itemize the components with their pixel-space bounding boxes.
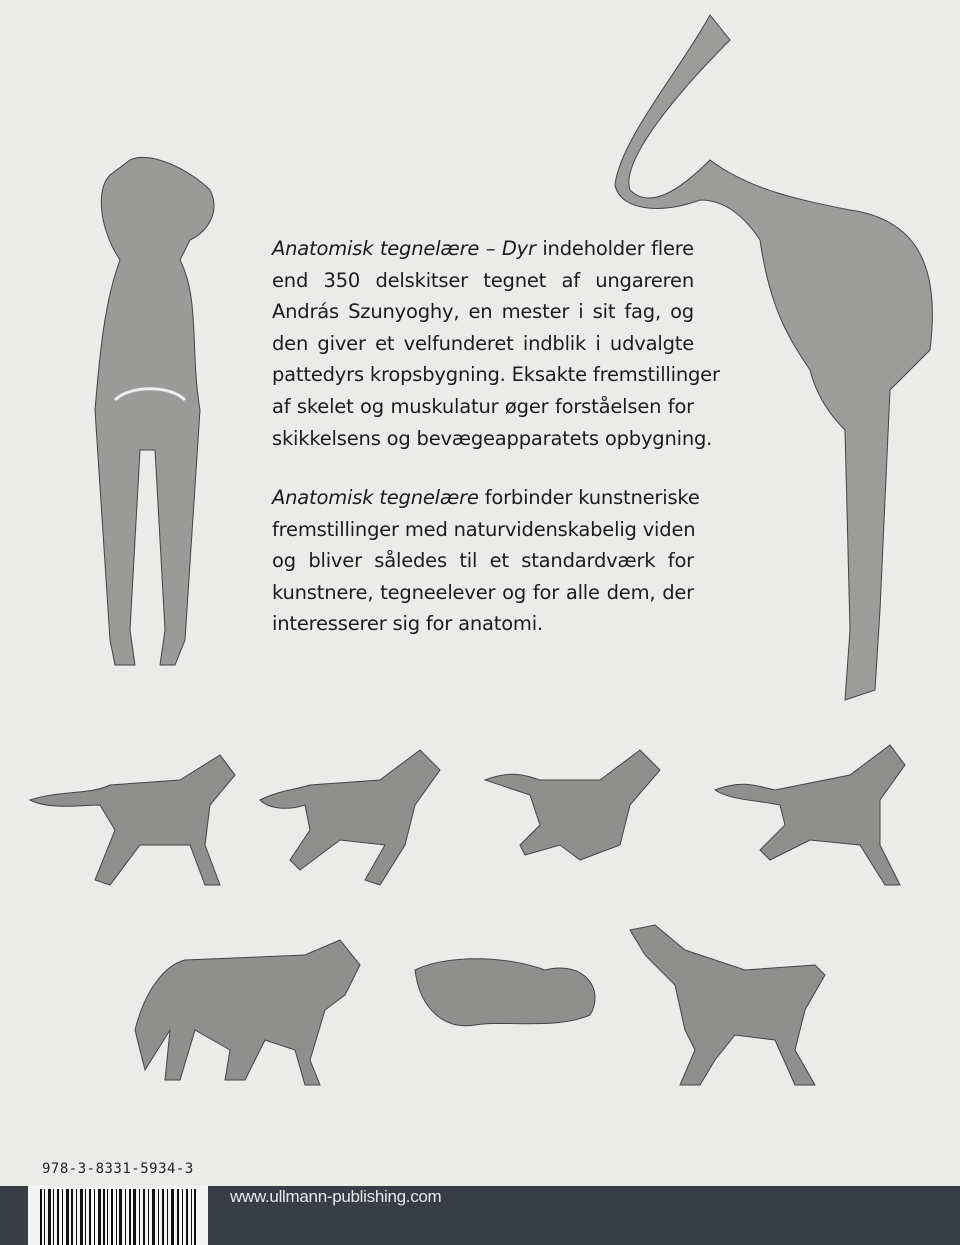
barcode-bars-icon — [40, 1189, 196, 1245]
blurb-line: kunstnere, tegneelever og for alle dem, der — [272, 580, 694, 604]
book-title-italic: Anatomisk tegnelære — [272, 486, 479, 509]
blurb-paragraph-1 — [272, 233, 720, 454]
blurb-paragraph-2 — [272, 482, 700, 640]
blurb-line: Anatomisk tegnelære – Dyr indeholder flere — [272, 237, 694, 260]
cat-dog-head-dog-illustrations — [125, 910, 845, 1095]
blurb-line: András Szunyoghy, en mester i sit fag, og — [272, 300, 694, 324]
publisher-url: www.ullmann-publishing.com — [230, 1187, 442, 1206]
blurb-line: end 350 delskitser tegnet af ungareren — [272, 268, 694, 292]
dog-front-anatomy-illustration — [60, 150, 230, 680]
barcode — [28, 1186, 208, 1245]
isbn-number: 978-3-8331-5934-3 — [42, 1161, 194, 1177]
blurb-line: pattedyrs kropsbygning. Eksakte fremstillinger — [272, 363, 720, 387]
blurb-line: interesserer sig for anatomi. — [272, 612, 543, 636]
blurb-line: Anatomisk tegnelære forbinder kunstneriske — [272, 486, 700, 509]
blurb-line: og bliver således til et standardværk for — [272, 549, 694, 573]
blurb-line: af skelet og muskulatur øger forståelsen for — [272, 394, 694, 418]
blurb-line: fremstillinger med naturvidenskabelig viden — [272, 517, 696, 541]
blurb-line: den giver et velfunderet indblik i udvalgte — [272, 331, 694, 355]
blurb-line: skikkelsens og bevægeapparatets opbygning. — [272, 426, 713, 450]
galloping-horses-illustrations — [20, 735, 950, 895]
book-title-italic: Anatomisk tegnelære – Dyr — [272, 237, 536, 260]
